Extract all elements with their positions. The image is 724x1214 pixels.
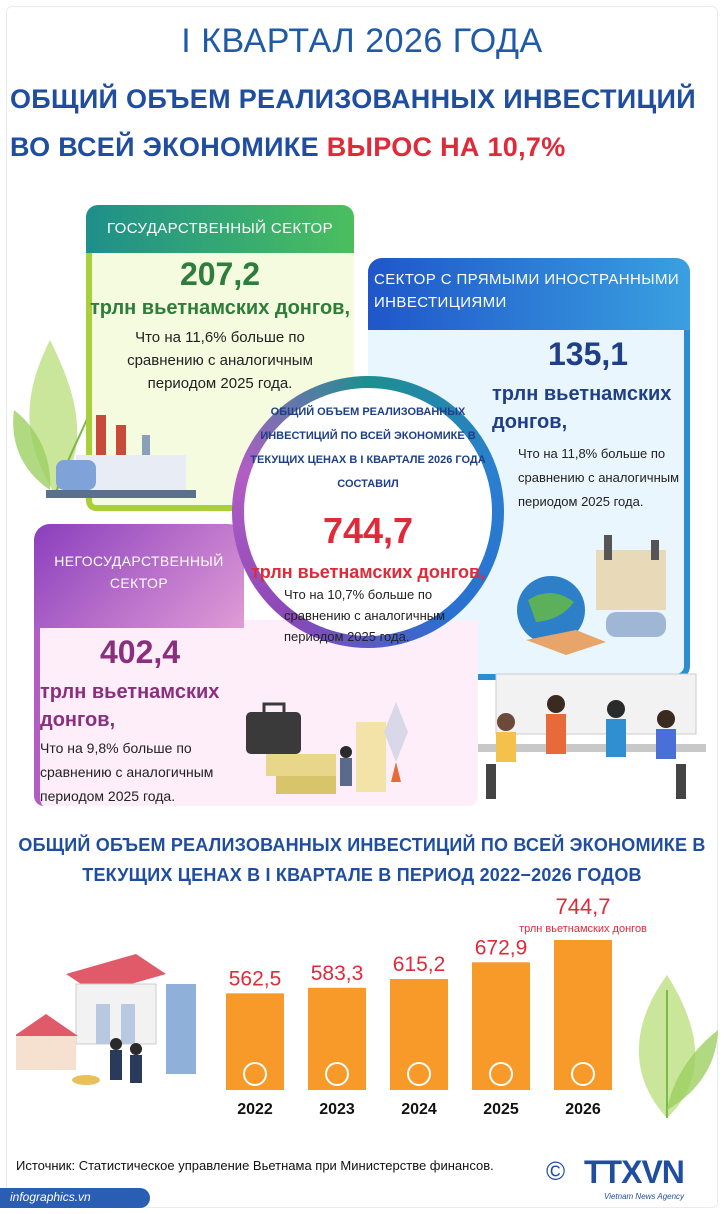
team-meeting-illustration <box>466 664 706 804</box>
title-line2-main: ВО ВСЕЙ ЭКОНОМИКЕ <box>10 132 327 162</box>
footer-site-link[interactable]: infographics.vn <box>10 1190 91 1204</box>
title-growth-highlight: ВЫРОС НА 10,7% <box>326 132 566 162</box>
bar-2026 <box>554 940 612 1090</box>
fdi-sector-unit: трлн вьетнамских донгов, <box>492 383 672 433</box>
nongov-sector-value: 402,4 <box>100 634 181 670</box>
total-investment-note: Что на 10,7% больше по сравнению с аналогичным периодом 2025 года. <box>284 587 446 644</box>
x-tick-2024: 2024 <box>401 1101 437 1118</box>
fdi-sector-value: 135,1 <box>548 336 629 372</box>
bar-2022 <box>226 993 284 1090</box>
bar-value-label-2022: 562,5 <box>228 967 282 991</box>
source-note: Источник: Статистическое управление Вьетнама при Министерстве финансов. <box>16 1158 494 1173</box>
fdi-sector-note: Что на 11,8% больше по сравнению с аналогичным периодом 2025 года. <box>518 446 680 509</box>
page-title-line1: ОБЩИЙ ОБЪЕМ РЕАЛИЗОВАННЫХ ИНВЕСТИЦИЙ <box>10 84 696 114</box>
bar-2025 <box>472 962 530 1090</box>
bar-value-label-2026: 744,7 <box>555 894 611 919</box>
page-period-title: I КВАРТАЛ 2026 ГОДА <box>181 22 543 60</box>
bar-value-label-2025: 672,9 <box>474 936 528 960</box>
total-investment-unit: трлн вьетнамских донгов, <box>250 562 486 582</box>
globe-handshake-illustration <box>506 530 686 665</box>
nongov-sector-note: Что на 9,8% больше по сравнению с аналогичным периодом 2025 года. <box>40 740 214 804</box>
bar-value-label-2023: 583,3 <box>310 961 364 985</box>
bank-building-illustration <box>16 944 200 1088</box>
nongov-sector-title: НЕГОСУДАРСТВЕННЫЙ СЕКТОР <box>34 524 244 628</box>
x-tick-2022: 2022 <box>237 1101 273 1118</box>
fdi-sector-title: СЕКТОР С ПРЯМЫМИ ИНОСТРАННЫМИ ИНВЕСТИЦИЯМИ <box>368 258 690 330</box>
gov-sector-note: Что на 11,6% больше по сравнению с аналогичным периодом 2025 года. <box>127 329 313 392</box>
total-investment-caption: ОБЩИЙ ОБЪЕМ РЕАЛИЗОВАННЫХ ИНВЕСТИЦИЙ ПО ВСЕЙ ЭКОНОМИКЕ В ТЕКУЩИХ ЦЕНАХ В I КВАРТАЛЕ 2026 ГОДА СОСТАВИЛ <box>250 406 486 490</box>
x-tick-2025: 2025 <box>483 1101 519 1118</box>
bar-value-label-2024: 615,2 <box>392 953 446 977</box>
x-tick-2023: 2023 <box>319 1101 355 1118</box>
briefcase-money-illustration <box>246 692 466 804</box>
copyright-icon: © <box>546 1156 566 1186</box>
x-tick-2026: 2026 <box>565 1101 601 1118</box>
page-title-line2 <box>10 132 566 163</box>
nongov-sector-unit: трлн вьетнамских донгов, <box>40 681 220 731</box>
bar-2024 <box>390 979 448 1090</box>
gov-sector-value: 207,2 <box>179 256 261 292</box>
agency-logo: TTXVN <box>584 1154 684 1190</box>
agency-logo-subtitle: Vietnam News Agency <box>604 1192 685 1201</box>
total-investment-value: 744,7 <box>322 510 414 551</box>
gov-sector-unit: трлн вьетнамских донгов, <box>89 297 351 319</box>
bar-2023 <box>308 988 366 1090</box>
chart-unit-label: трлн вьетнамских донгов <box>519 923 647 935</box>
gov-sector-title: ГОСУДАРСТВЕННЫЙ СЕКТОР <box>86 205 354 253</box>
chart-title: ОБЩИЙ ОБЪЕМ РЕАЛИЗОВАННЫХ ИНВЕСТИЦИЙ ПО ВСЕЙ ЭКОНОМИКЕ В ТЕКУЩИХ ЦЕНАХ В I КВАРТАЛЕ В ПЕРИОД 2022−2026 ГОДОВ <box>18 835 706 885</box>
factory-illustration <box>46 405 196 500</box>
